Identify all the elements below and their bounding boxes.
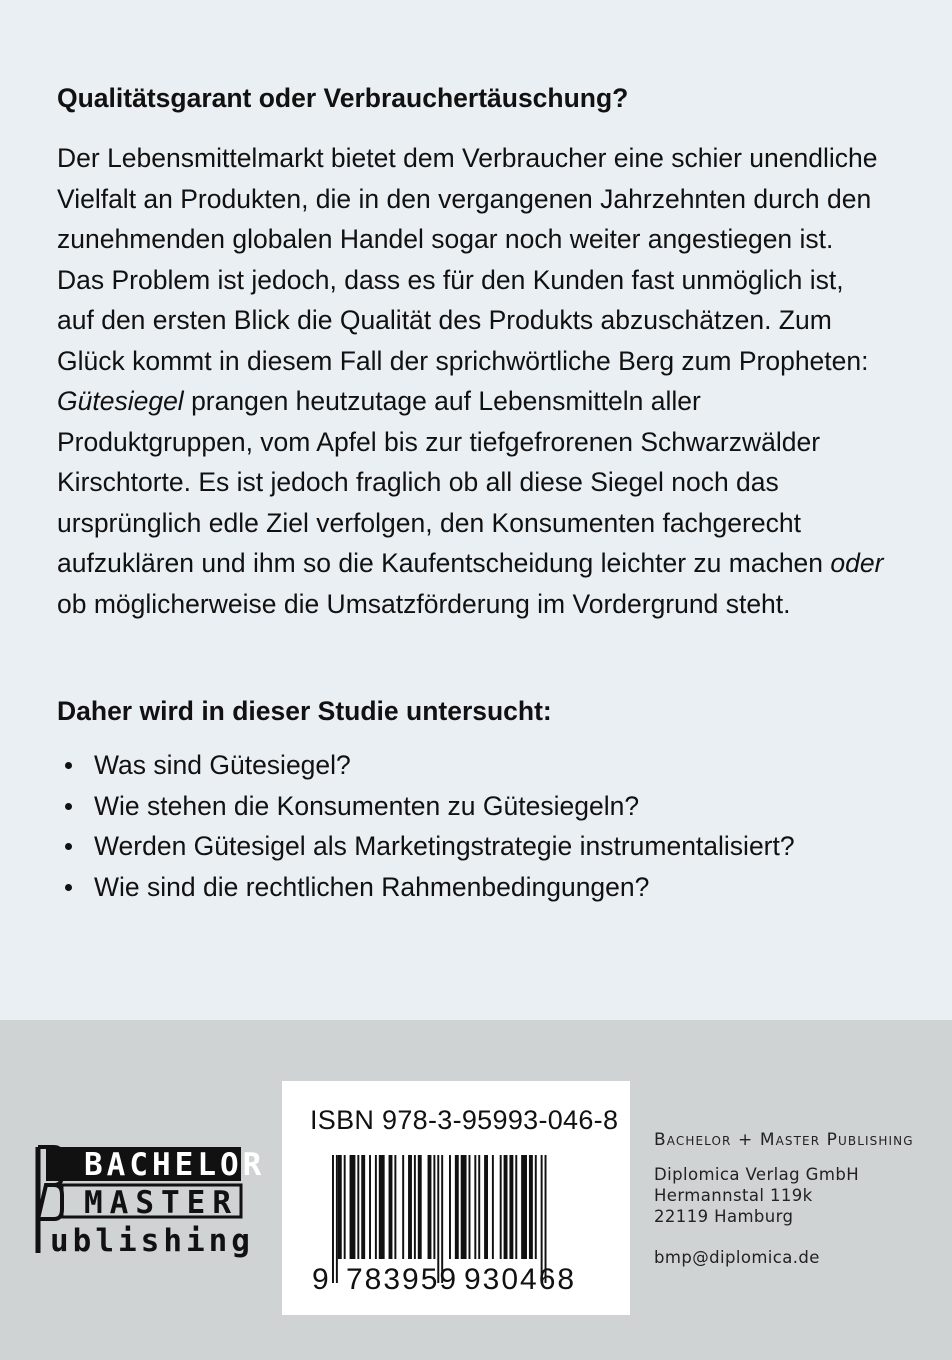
bullet-icon — [65, 762, 72, 769]
isbn-label: ISBN 978-3-95993-046-8 — [310, 1105, 619, 1135]
barcode-bar — [474, 1155, 476, 1259]
publisher-info — [654, 1130, 944, 1267]
barcode-bar — [461, 1155, 467, 1259]
barcode-digits-right: 930468 — [464, 1263, 577, 1296]
section-heading: Daher wird in dieser Studie untersucht: — [57, 696, 552, 726]
list-item: Werden Gütesigel als Marketingstrategie instrumentalisiert? — [57, 826, 887, 867]
list-item: Wie sind die rechtlichen Rahmenbedingungen? — [57, 867, 887, 908]
blurb-part-2: prangen heutzutage auf Lebensmitteln aller Produktgruppen, vom Apfel bis zur tiefgefrorenen Schwarzwälder Kirschtorte. Es ist jedoch fraglich ob all diese Siegel noch das ursprünglich edle Ziel verfolgen, den Konsumenten fachgerecht aufzuklären und ihm so die Kaufentscheidung leichter zu machen — [57, 386, 831, 578]
barcode-bar — [414, 1155, 416, 1259]
logo-line-bachelor: BACHELOR — [84, 1147, 266, 1183]
bullet-icon — [65, 803, 72, 810]
logo-line-master: MASTER — [84, 1185, 238, 1221]
barcode-bar — [504, 1155, 508, 1259]
barcode-bar — [484, 1155, 488, 1259]
publisher-city: 22119 Hamburg — [654, 1207, 794, 1226]
list-item: Wie stehen die Konsumenten zu Gütesiegeln? — [57, 786, 887, 827]
publisher-email[interactable]: bmp@diplomica.de — [654, 1248, 820, 1267]
blurb-emphasis-oder: oder — [830, 548, 884, 578]
back-cover-text — [57, 78, 887, 907]
barcode-bar — [529, 1155, 533, 1259]
barcode-digits-left: 783959 — [346, 1263, 459, 1296]
publisher-company: Diplomica Verlag GmbH — [654, 1165, 860, 1184]
blurb-emphasis-guetesiegel: Gütesiegel — [57, 386, 184, 416]
barcode-bar — [515, 1155, 517, 1259]
barcode-guard-bar — [336, 1155, 338, 1283]
barcode-bar — [418, 1155, 422, 1259]
barcode-bar — [408, 1155, 412, 1259]
barcode-bar — [379, 1155, 385, 1259]
barcode-bar — [535, 1155, 537, 1259]
barcode-bar — [357, 1155, 359, 1259]
publisher-name: Bachelor + Master Publishing — [654, 1130, 914, 1150]
bullet-icon — [65, 884, 72, 891]
isbn-barcode — [310, 1155, 602, 1295]
barcode-bar — [455, 1155, 459, 1259]
barcode-bar — [500, 1155, 502, 1259]
barcode-bar — [521, 1155, 527, 1259]
barcode-bar — [492, 1155, 494, 1259]
barcode-bar — [350, 1155, 356, 1259]
barcode-bar — [344, 1155, 346, 1259]
barcode-panel — [282, 1081, 630, 1315]
question-list — [57, 745, 887, 907]
barcode-bar — [433, 1155, 435, 1259]
barcode-bar — [361, 1155, 365, 1259]
publisher-street: Hermannstal 119k — [654, 1186, 813, 1205]
barcode-bar — [469, 1155, 471, 1259]
page-title: Qualitätsgarant oder Verbrauchertäuschung? — [57, 83, 629, 113]
barcode-bar — [369, 1155, 371, 1259]
barcode-bar — [449, 1155, 451, 1259]
barcode-digit-first: 9 — [312, 1263, 329, 1296]
barcode-bar — [394, 1155, 396, 1259]
barcode-bar — [389, 1155, 393, 1259]
barcode-guard-bar — [332, 1155, 334, 1283]
bullet-icon — [65, 843, 72, 850]
barcode-bar — [338, 1155, 342, 1259]
blurb-part-1: Der Lebensmittelmarkt bietet dem Verbraucher eine schier unendliche Vielfalt an Produkten, die in den vergangenen Jahrzehnten durch den zunehmenden globalen Handel sogar noch weiter angestiegen ist. Das Problem ist jedoch, dass es für den Kunden fast unmöglich ist, auf den ersten Blick die Qualität des Produkts abzuschätzen. Zum Glück kommt in diesem Fall der sprichwörtliche Berg zum Propheten: — [57, 143, 878, 376]
logo-line-publishing: ublishing — [50, 1223, 254, 1259]
barcode-bar — [509, 1155, 513, 1259]
blurb-paragraph — [57, 138, 887, 624]
publisher-logo — [36, 1145, 266, 1260]
barcode-bar — [428, 1155, 432, 1259]
barcode-bar — [375, 1155, 377, 1259]
barcode-bar — [478, 1155, 480, 1259]
list-item: Was sind Gütesiegel? — [57, 745, 887, 786]
barcode-bar — [402, 1155, 404, 1259]
blurb-part-3: ob möglicherweise die Umsatzförderung im Vordergrund steht. — [57, 588, 791, 619]
